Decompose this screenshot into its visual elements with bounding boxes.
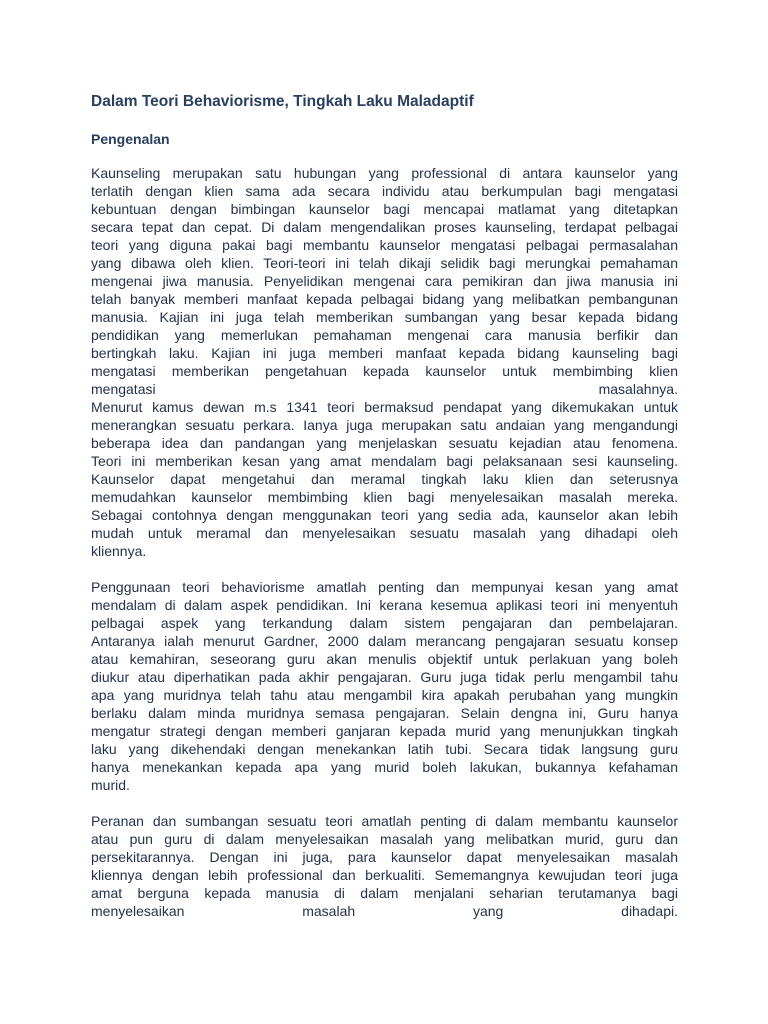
paragraph-line: Antaranya ialah menurut Gardner, 2000 dalam merancang pengajaran sesuatu konsep (91, 633, 678, 649)
paragraph-line: yang dibawa oleh klien. Teori-teori ini telah dikaji selidik bagi merungkai pemahaman (91, 255, 678, 271)
paragraph-line: teori yang diguna pakai bagi membantu kaunselor mengatasi pelbagai permasalahan (91, 237, 678, 253)
paragraph-line: diukur atau diperhatikan pada akhir pengajaran. Guru juga tidak perlu mengambil tahu (91, 669, 678, 685)
paragraph-line: beberapa idea dan pandangan yang menjelaskan sesuatu kejadian atau fenomena. (91, 435, 678, 451)
paragraph-line: Teori ini memberikan kesan yang amat mendalam bagi pelaksanaan sesi kaunseling. (91, 453, 678, 469)
paragraph-line: memudahkan kaunselor membimbing klien bagi menyelesaikan masalah mereka. (91, 489, 678, 505)
paragraph-line: Penggunaan teori behaviorisme amatlah penting dan mempunyai kesan yang amat (91, 579, 678, 595)
section-heading: Pengenalan (91, 131, 170, 147)
paragraph-line: Sebagai contohnya dengan menggunakan teori yang sedia ada, kaunselor akan lebih (91, 507, 678, 523)
paragraph-line: laku yang dikehendaki dengan menekankan latih tubi. Secara tidak langsung guru (91, 741, 678, 757)
paragraph-line: terlatih dengan klien sama ada secara individu atau berkumpulan bagi mengatasi (91, 183, 678, 199)
paragraph-line: Peranan dan sumbangan sesuatu teori amatlah penting di dalam membantu kaunselor (91, 813, 678, 829)
paragraph-line: kliennya dengan lebih professional dan berkualiti. Sememangnya kewujudan teori juga (91, 867, 678, 883)
paragraph-line: persekitarannya. Dengan ini juga, para kaunselor dapat menyelesaikan masalah (91, 849, 678, 865)
paragraph-line: mendalam di dalam aspek pendidikan. Ini kerana kesemua aplikasi teori ini menyentuh (91, 597, 678, 613)
paragraph-line: telah banyak memberi manfaat kepada pelbagai bidang yang melibatkan pembangunan (91, 291, 678, 307)
paragraph-line: apa yang muridnya telah tahu atau mengambil kira apakah perubahan yang mungkin (91, 687, 678, 703)
paragraph-line: bertingkah laku. Kajian ini juga memberi manfaat kepada bidang kaunseling bagi (91, 345, 678, 361)
document-title: Dalam Teori Behaviorisme, Tingkah Laku Maladaptif (91, 93, 474, 110)
paragraph-line: kliennya. (91, 543, 147, 559)
paragraph-line: menyelesaikan masalah yang dihadapi. (91, 903, 678, 919)
paragraph-line: berlaku dalam minda muridnya semasa pengajaran. Selain dengna ini, Guru hanya (91, 705, 678, 721)
paragraph-line: Kaunseling merupakan satu hubungan yang professional di antara kaunselor yang (91, 165, 678, 181)
paragraph-line: pelbagai aspek yang terkandung dalam sistem pengajaran dan pembelajaran. (91, 615, 678, 631)
paragraph-line: atau kemahiran, seseorang guru akan menulis objektif untuk perlakuan yang boleh (91, 651, 678, 667)
paragraph-line: hanya menekankan kepada apa yang murid boleh lakukan, bukannya kefahaman (91, 759, 678, 775)
paragraph-line: mudah untuk meramal dan menyelesaikan sesuatu masalah yang dihadapi oleh (91, 525, 678, 541)
paragraph-line: manusia. Kajian ini juga telah memberikan sumbangan yang besar kepada bidang (91, 309, 678, 325)
paragraph-line: mengatasi memberikan pengetahuan kepada kaunselor untuk membimbing klien (91, 363, 678, 379)
paragraph-behaviorism-education (91, 578, 678, 794)
paragraph-line: mengatur strategi dengan memberi ganjaran kepada murid yang menunjukkan tingkah (91, 723, 678, 739)
paragraph-line: atau pun guru di dalam menyelesaikan masalah yang melibatkan murid, guru dan (91, 831, 678, 847)
paragraph-role-of-theory (91, 812, 678, 920)
paragraph-line: mengatasi masalahnya. (91, 381, 678, 397)
paragraph-line: menerangkan sesuatu perkara. Ianya juga merupakan satu andaian yang mengandungi (91, 417, 678, 433)
paragraph-introduction (91, 164, 678, 560)
paragraph-line: murid. (91, 777, 130, 793)
paragraph-line: secara tepat dan cepat. Di dalam mengendalikan proses kaunseling, terdapat pelbagai (91, 219, 678, 235)
paragraph-line: Menurut kamus dewan m.s 1341 teori bermaksud pendapat yang dikemukakan untuk (91, 399, 678, 415)
paragraph-line: pendidikan yang memerlukan pemahaman mengenai cara manusia berfikir dan (91, 327, 678, 343)
paragraph-line: mengenai jiwa manusia. Penyelidikan mengenai cara pemikiran dan jiwa manusia ini (91, 273, 678, 289)
paragraph-line: kebuntuan dengan bimbingan kaunselor bagi mencapai matlamat yang ditetapkan (91, 201, 678, 217)
paragraph-line: amat berguna kepada manusia di dalam menjalani seharian terutamanya bagi (91, 885, 678, 901)
paragraph-line: Kaunselor dapat mengetahui dan meramal tingkah laku klien dan seterusnya (91, 471, 678, 487)
